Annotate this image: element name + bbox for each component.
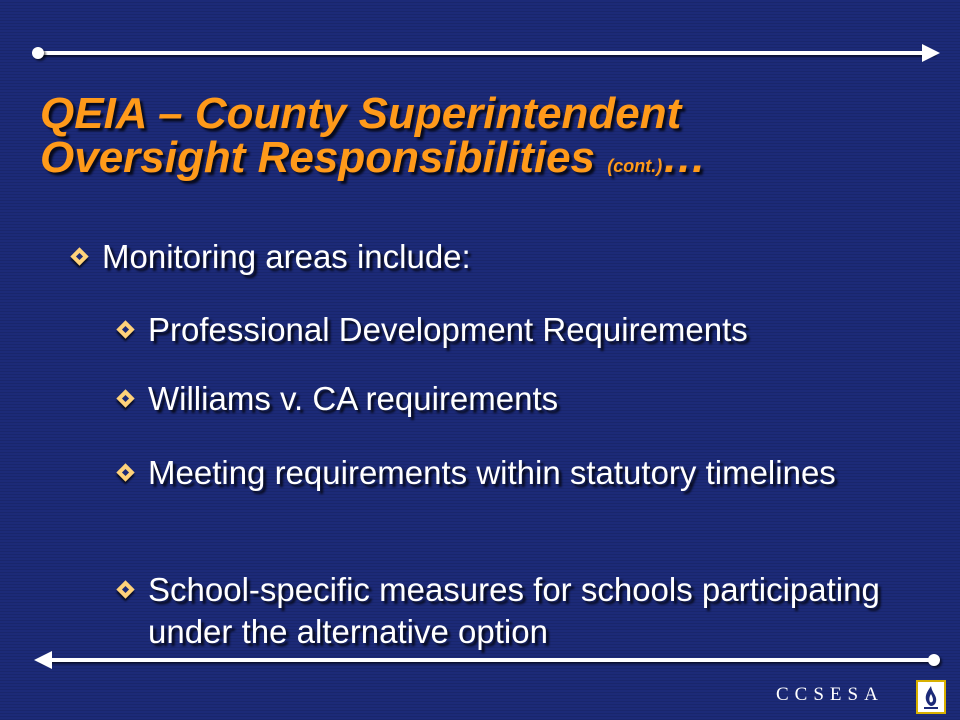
list-item-text: School-specific measures for schools participating under the alternative option xyxy=(148,571,880,650)
diamond-bullet-icon xyxy=(116,320,136,340)
bottom-divider xyxy=(38,658,934,662)
title-cont-label: (cont.) xyxy=(607,156,663,176)
list-item xyxy=(116,309,916,351)
bottom-divider-arrow-icon xyxy=(34,651,52,669)
flame-icon xyxy=(918,682,944,712)
diamond-bullet-icon xyxy=(116,389,136,409)
slide-title xyxy=(40,89,940,188)
bullet-intro xyxy=(70,236,910,278)
list-item xyxy=(116,452,836,494)
title-line-2: Oversight Responsibilities xyxy=(40,133,596,182)
top-divider-arrow-icon xyxy=(922,44,940,62)
top-divider xyxy=(38,51,934,55)
title-ellipsis: … xyxy=(662,133,707,182)
title-line-1: QEIA – County Superintendent xyxy=(40,89,682,138)
diamond-bullet-icon xyxy=(116,580,136,600)
footer-org: CCSESA xyxy=(776,684,884,705)
list-item xyxy=(116,569,886,653)
ccsesa-logo-icon xyxy=(916,680,946,714)
bullet-intro-text: Monitoring areas include: xyxy=(102,238,471,275)
top-divider-dot xyxy=(32,47,44,59)
diamond-bullet-icon xyxy=(116,463,136,483)
list-item-text: Professional Development Requirements xyxy=(148,311,748,348)
diamond-bullet-icon xyxy=(70,247,90,267)
list-item-text: Williams v. CA requirements xyxy=(148,380,559,417)
bottom-divider-dot xyxy=(928,654,940,666)
list-item xyxy=(116,378,916,420)
list-item-text: Meeting requirements within statutory timelines xyxy=(148,454,836,491)
